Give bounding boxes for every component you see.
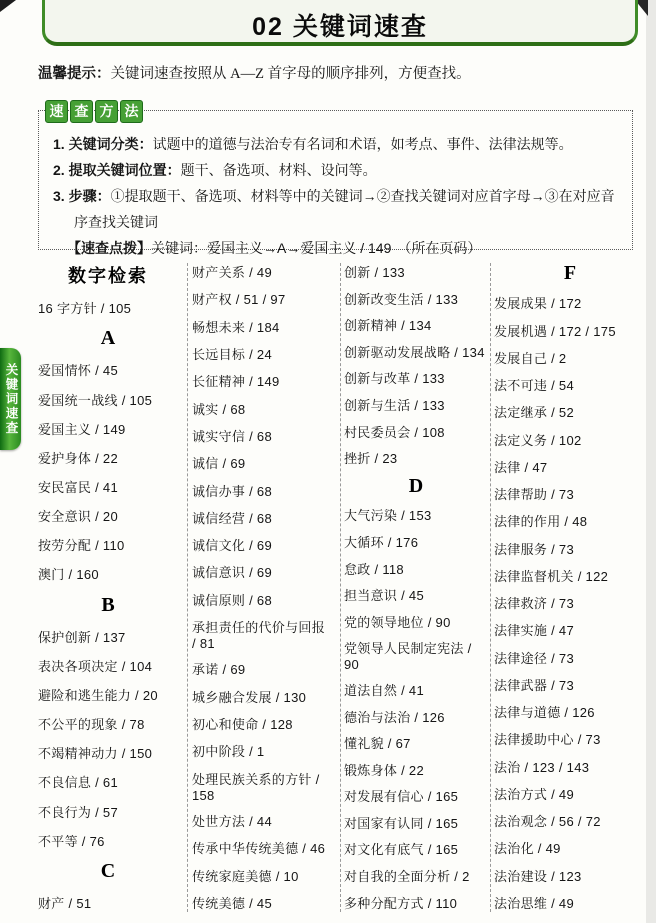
index-entry: 创新与生活 / 133	[344, 397, 445, 413]
page-header	[42, 0, 638, 46]
index-entry: 法定义务 / 102	[494, 432, 582, 448]
index-entry: 法律监督机关 / 122	[494, 568, 609, 584]
tip-label: 温馨提示：	[38, 66, 111, 82]
index-entry: 法治思维 / 49	[494, 895, 574, 911]
index-entry: 大气污染 / 153	[344, 508, 432, 524]
index-entry: 诚实 / 68	[192, 401, 246, 417]
method-title-char: 方	[95, 100, 118, 123]
index-entry: 澳门 / 160	[38, 567, 99, 583]
index-column-4	[494, 262, 646, 912]
index-entry: 大循环 / 176	[344, 534, 419, 550]
index-entry: 畅想未来 / 184	[192, 319, 280, 335]
index-entry: 长征精神 / 149	[192, 374, 280, 390]
index-section-title: 数字检索	[68, 266, 148, 286]
index-entry: 法治建设 / 123	[494, 868, 582, 884]
index-entry: 诚信原则 / 68	[192, 592, 272, 608]
method-item-text: 题干、备选项、材料、设问等。	[180, 162, 377, 178]
letter-heading: C	[100, 859, 116, 882]
index-entry: 不竭精神动力 / 150	[38, 746, 153, 762]
method-note-label: 【速查点拨】	[67, 240, 151, 256]
index-entry: 对文化有底气 / 165	[344, 842, 459, 858]
index-entry: 村民委员会 / 108	[344, 424, 445, 440]
index-entry: 担当意识 / 45	[344, 588, 424, 604]
index-entry: 承诺 / 69	[192, 662, 246, 678]
index-entry: 承担责任的代价与回报 / 81	[192, 620, 326, 652]
index-entry: 发展机遇 / 172 / 175	[494, 323, 616, 339]
index-entry: 不良行为 / 57	[38, 804, 118, 820]
index-entry: 法律服务 / 73	[494, 541, 574, 557]
index-entry: 财产权 / 51 / 97	[192, 292, 286, 308]
index-entry: 法律途径 / 73	[494, 650, 574, 666]
index-entry: 按劳分配 / 110	[38, 538, 125, 554]
index-entry: 法律援助中心 / 73	[494, 732, 601, 748]
index-entry: 法律实施 / 47	[494, 623, 574, 639]
index-entry: 财产关系 / 49	[192, 265, 272, 280]
index-entry: 法律武器 / 73	[494, 677, 574, 693]
index-entry: 对自我的全面分析 / 2	[344, 869, 470, 885]
index-entry: 安全意识 / 20	[38, 509, 118, 525]
method-note-text: 关键词：爱国主义→A→爱国主义 / 149	[151, 240, 392, 256]
index-entry: 法治观念 / 56 / 72	[494, 814, 601, 829]
method-box-title	[45, 100, 143, 123]
index-entry: 处世方法 / 44	[192, 813, 272, 829]
index-entry: 创新精神 / 134	[344, 318, 432, 334]
index-column-3	[344, 262, 488, 912]
method-title-char: 速	[45, 100, 68, 123]
letter-heading: B	[101, 593, 115, 616]
tip-line	[38, 62, 628, 83]
index-entry: 多种分配方式 / 110	[344, 895, 458, 911]
index-entry: 处理民族关系的方针 / 158	[192, 771, 320, 803]
index-entry: 爱国统一战线 / 105	[38, 392, 153, 408]
index-entry: 财产 / 51	[38, 895, 92, 911]
page-title: 02 关键词速查	[252, 12, 428, 41]
index-entry: 诚实守信 / 68	[192, 428, 272, 444]
index-entry: 表决各项决定 / 104	[38, 658, 153, 674]
column-divider	[187, 263, 188, 912]
index-entry: 党的领导地位 / 90	[344, 614, 451, 630]
method-item-3	[53, 183, 616, 235]
index-entry: 道法自然 / 41	[344, 682, 424, 698]
method-title-char: 查	[70, 100, 93, 123]
method-note	[67, 235, 616, 263]
letter-heading: D	[408, 474, 424, 497]
index-entry: 创新驱动发展战略 / 134	[344, 344, 485, 360]
index-entry: 爱护身体 / 22	[38, 450, 118, 466]
index-entry: 爱国主义 / 149	[38, 421, 126, 437]
index-entry: 发展自己 / 2	[494, 350, 567, 366]
method-item-2	[53, 157, 616, 183]
index-entry: 初中阶段 / 1	[192, 744, 265, 760]
method-box	[38, 103, 633, 257]
index-entry: 挫折 / 23	[344, 451, 398, 467]
index-entry: 传承中华传统美德 / 46	[192, 841, 326, 857]
letter-heading: F	[563, 262, 577, 284]
index-entry: 创新 / 133	[344, 265, 405, 280]
index-entry: 避险和逃生能力 / 20	[38, 687, 158, 703]
index-entry: 怠政 / 118	[344, 561, 404, 577]
index-entry: 法治化 / 49	[494, 841, 561, 857]
index-entry: 诚信办事 / 68	[192, 483, 272, 499]
index-entry: 对发展有信心 / 165	[344, 789, 459, 805]
index-entry: 创新与改革 / 133	[344, 371, 445, 387]
index-entry: 发展成果 / 172	[494, 296, 582, 312]
index-entry: 对国家有认同 / 165	[344, 815, 459, 831]
index-entry: 不良信息 / 61	[38, 775, 118, 791]
method-item-text: ①提取题干、备选项、材料等中的关键词→②查找关键词对应首字母→③在对应音序查找关键词	[74, 188, 615, 230]
method-note-suffix: （所在页码）	[397, 242, 482, 257]
index-entry: 不平等 / 76	[38, 833, 105, 849]
index-entry: 16 字方针 / 105	[38, 301, 132, 317]
index-entry: 传统美德 / 45	[192, 895, 272, 911]
index-entry: 创新改变生活 / 133	[344, 291, 459, 307]
index-entry: 诚信意识 / 69	[192, 565, 272, 581]
column-divider	[490, 263, 491, 912]
scan-corner-mark-left	[0, 0, 16, 12]
index-entry: 法律帮助 / 73	[494, 487, 574, 502]
index-column-1	[0, 262, 186, 912]
index-entry: 长远目标 / 24	[192, 346, 272, 362]
tip-text: 关键词速查按照从 A—Z 首字母的顺序排列，方便查找。	[110, 66, 471, 82]
index-entry: 诚信 / 69	[192, 456, 246, 472]
index-entry: 爱国情怀 / 45	[38, 363, 118, 379]
index-entry: 法律与道德 / 126	[494, 705, 595, 720]
index-entry: 传统家庭美德 / 10	[192, 868, 299, 884]
side-tab-label: 关键词速查	[4, 362, 18, 436]
index-entry: 法律的作用 / 48	[494, 514, 588, 530]
index-entry: 法治方式 / 49	[494, 786, 574, 802]
letter-heading: A	[100, 327, 116, 350]
index-entry: 党领导人民制定宪法 / 90	[344, 641, 472, 673]
method-item-label: 3. 步骤：	[53, 188, 111, 204]
index-entry: 法不可违 / 54	[494, 378, 574, 393]
index-entry: 诚信文化 / 69	[192, 538, 272, 554]
method-title-char: 法	[120, 100, 143, 123]
index-entry: 锻炼身体 / 22	[344, 762, 424, 778]
page-edge-shadow	[646, 0, 656, 923]
index-entry: 法治 / 123 / 143	[494, 759, 590, 775]
index-entry: 不公平的现象 / 78	[38, 717, 145, 733]
index-entry: 懂礼貌 / 67	[344, 736, 411, 752]
method-item-1	[53, 131, 616, 157]
method-item-text: 试题中的道德与法治专有名词和术语，如考点、事件、法律法规等。	[152, 136, 573, 152]
column-divider	[340, 263, 341, 912]
index-entry: 诚信经营 / 68	[192, 510, 272, 526]
index-entry: 法定继承 / 52	[494, 405, 574, 421]
index-entry: 初心和使命 / 128	[192, 717, 293, 732]
index-entry: 法律 / 47	[494, 459, 548, 475]
method-item-label: 1. 关键词分类：	[53, 136, 153, 152]
index-entry: 城乡融合发展 / 130	[192, 689, 307, 705]
index-entry: 保护创新 / 137	[38, 629, 126, 645]
index-entry: 安民富民 / 41	[38, 479, 118, 495]
index-column-2	[192, 262, 338, 912]
index-entry: 法律救济 / 73	[494, 596, 574, 611]
method-item-label: 2. 提取关键词位置：	[53, 162, 181, 178]
index-entry: 德治与法治 / 126	[344, 709, 445, 725]
